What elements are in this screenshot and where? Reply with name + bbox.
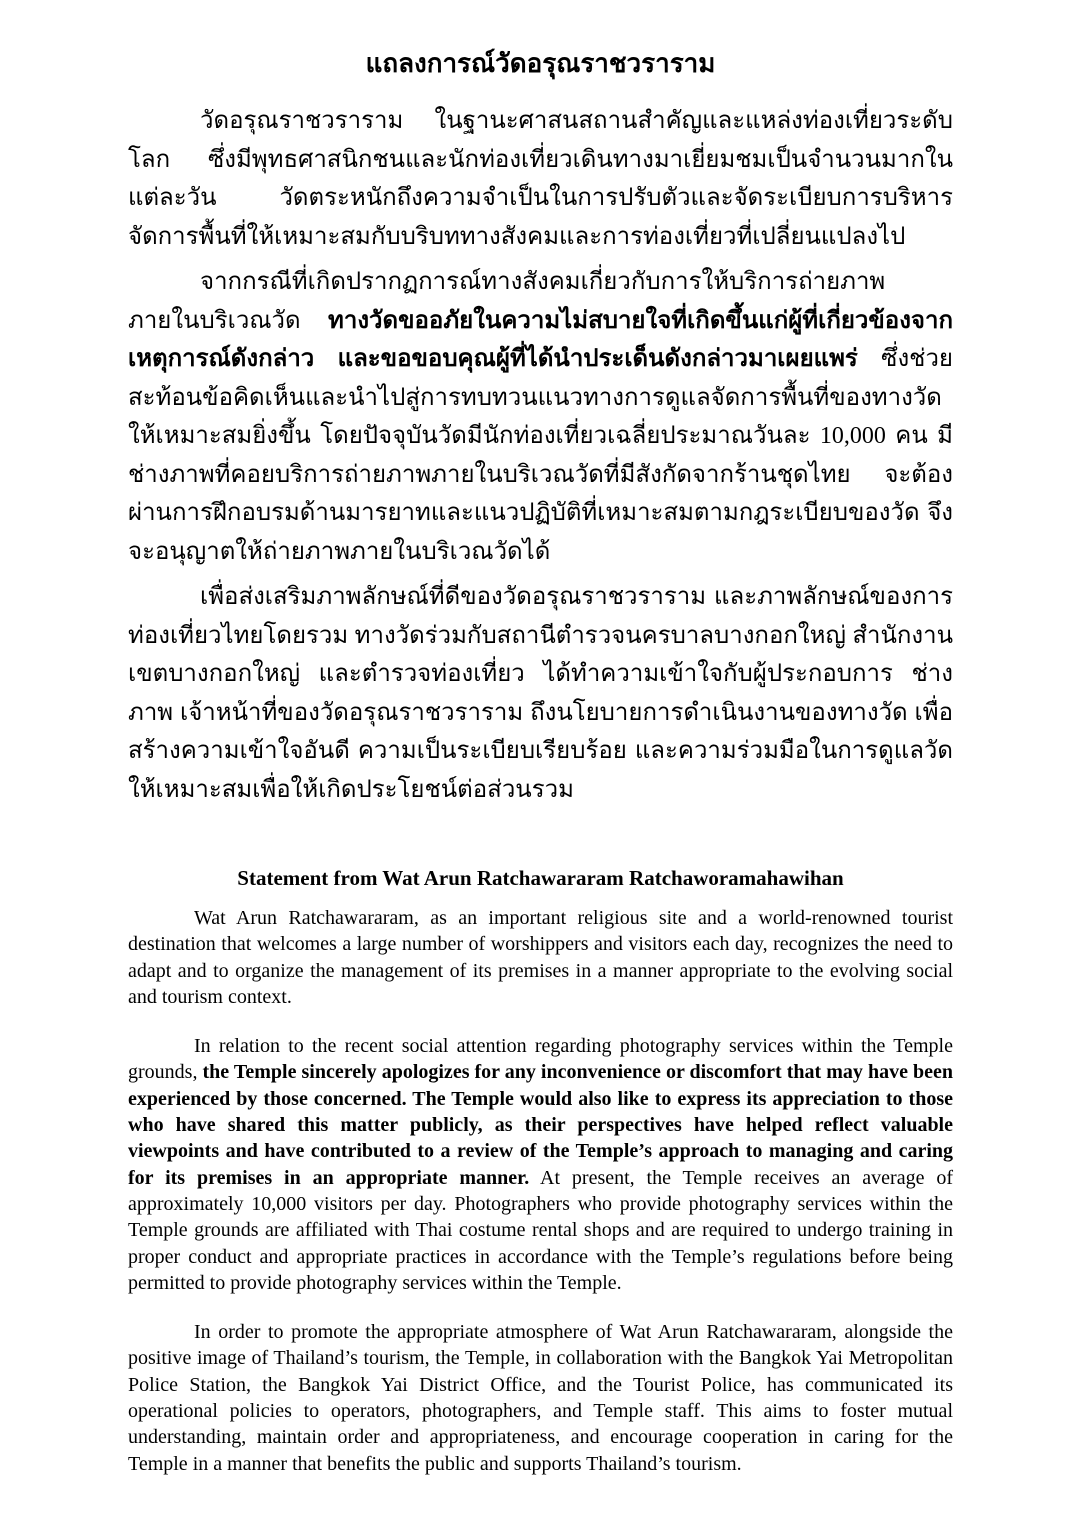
text-run: ซึ่งช่วยสะท้อนข้อคิดเห็นและนำไปสู่การทบทวนแนวทางการดูแลจัดการพื้นที่ของทางวัดให้เหมาะสมยิ่งขึ้น โดยปัจจุบันวัดมีนักท่องเที่ยวเฉลี่ยประมาณวันละ 10,000 คน มีช่างภาพที่คอยบริการถ่ายภาพภายในบริเวณวัดที่มีสังกัดจากร้านชุดไทย จะต้องผ่านการฝึกอบรมด้านมารยาทและแนวปฏิบัติที่เหมาะสมตามกฎระเบียบของวัด จึงจะอนุญาตให้ถ่ายภาพภายในบริเวณวัดได้ [128,346,953,565]
english-statement-title: Statement from Wat Arun Ratchawararam Ratchaworamahawihan [237,866,844,890]
text-run: วัดอรุณราชวราราม ในฐานะศาสนสถานสำคัญและแหล่งท่องเที่ยวระดับโลก ซึ่งมีพุทธศาสนิกชนและนักท่องเที่ยวเดินทางมาเยี่ยมชมเป็นจำนวนมากในแต่ละวัน วัดตระหนักถึงความจำเป็นในการปรับตัวและจัดระเบียบการบริหารจัดการพื้นที่ให้เหมาะสมกับบริบททางสังคมและการท่องเที่ยวที่เปลี่ยนแปลงไป [128,108,953,250]
bold-text-run: the Temple sincerely apologizes for any inconvenience or discomfort that may have been experienced by those concerned. The Temple would also like to express its appreciation to those who have shared this matter publicly, as their perspectives have helped reflect valuable viewpoints and have contributed to a review of the Temple’s approach to managing and caring for its premises in an appropriate manner. [128,1061,953,1189]
bold-text-run: ทางวัดขออภัยในความไม่สบายใจที่เกิดขึ้นแก่ผู้ที่เกี่ยวข้องจากเหตุการณ์ดังกล่าว และขอขอบคุณผู้ที่ได้นำประเด็นดังกล่าวมาเผยแพร่ [128,307,953,372]
text-run: At present, the Temple receives an average of approximately 10,000 visitors per day. Photographers who provide photography services within the Temple grounds are affiliated with Thai costume rental shops and are required to undergo training in proper conduct and appropriate practices in accordance with the Temple’s regulations before being permitted to provide photography services within the Temple. [128,1166,954,1294]
text-run: Wat Arun Ratchawararam, as an important religious site and a world-renowned tourist destination that welcomes a large number of worshippers and visitors each day, recognizes the need to adapt and to organize the management of its premises in a manner appropriate to the evolving social and tourism context. [128,907,953,1008]
thai-paragraph-1 [128,102,953,256]
thai-paragraph-3 [128,578,953,809]
thai-statement-body [128,102,953,809]
english-paragraph-1 [128,905,953,1010]
text-run: In relation to the recent social attention regarding photography services within the Temple grounds, [128,1035,953,1084]
thai-paragraph-2 [128,263,953,571]
text-run: เพื่อส่งเสริมภาพลักษณ์ที่ดีของวัดอรุณราชวราราม และภาพลักษณ์ของการท่องเที่ยวไทยโดยรวม ทางวัดร่วมกับสถานีตำรวจนครบาลบางกอกใหญ่ สำนักงานเขตบางกอกใหญ่ และตำรวจท่องเที่ยว ได้ทำความเข้าใจกับผู้ประกอบการ ช่างภาพ เจ้าหน้าที่ของวัดอรุณราชวราราม ถึงนโยบายการดำเนินงานของทางวัด เพื่อสร้างความเข้าใจอันดี ความเป็นระเบียบเรียบร้อย และความร่วมมือในการดูแลวัดให้เหมาะสมเพื่อให้เกิดประโยชน์ต่อส่วนรวม [128,584,953,803]
english-paragraph-2 [128,1033,953,1296]
thai-statement-title: แถลงการณ์วัดอรุณราชวราราม [365,49,716,78]
english-statement-body [128,905,953,1477]
text-run: In order to promote the appropriate atmosphere of Wat Arun Ratchawararam, alongside the positive image of Thailand’s tourism, the Temple, in collaboration with the Bangkok Yai Metropolitan Police Station, the Bangkok Yai District Office, and the Tourist Police, has communicated its operational policies to operators, photographers, and Temple staff. This aims to foster mutual understanding, maintain order and appropriateness, and encourage cooperation in caring for the Temple in a manner that benefits the public and supports Thailand’s tourism. [128,1321,953,1475]
english-paragraph-3 [128,1319,953,1477]
text-run: จากกรณีที่เกิดปรากฏการณ์ทางสังคมเกี่ยวกับการให้บริการถ่ายภาพภายในบริเวณวัด [128,269,886,334]
